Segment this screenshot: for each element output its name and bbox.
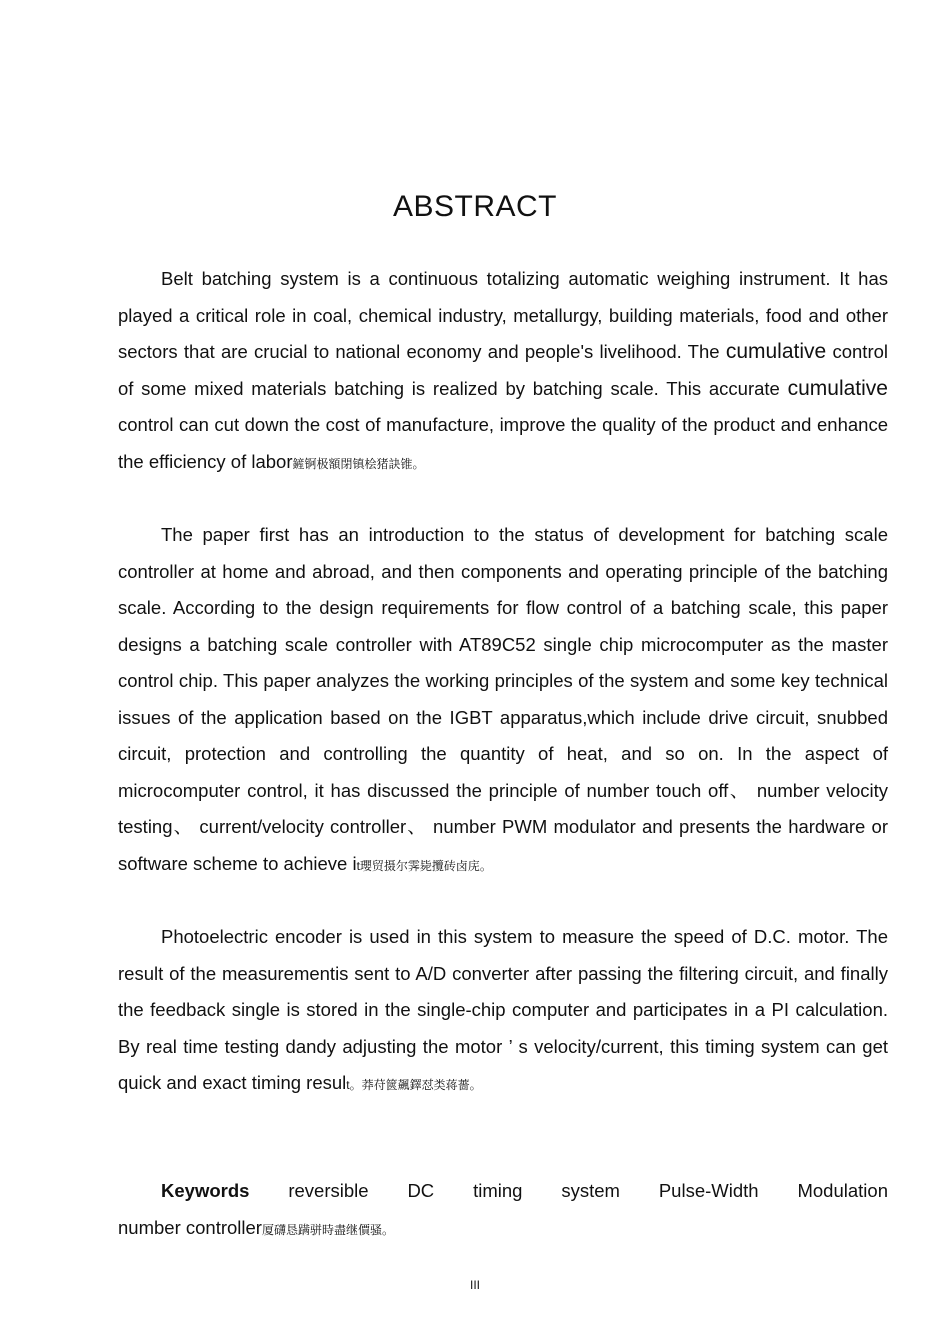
keywords-line-2 <box>118 1210 888 1249</box>
paragraph-text: control can cut down the cost of manufacture, improve the quality of the product and enhance the efficiency of labor <box>118 414 888 472</box>
page-title: ABSTRACT <box>392 190 558 224</box>
garbled-text: 厦礴恳蹒骈時盡继價骚。 <box>261 1222 394 1237</box>
keywords-row <box>118 1173 888 1210</box>
page-number: III <box>469 1278 480 1292</box>
keywords-label: Keywords <box>161 1180 250 1201</box>
garbled-text: t瓔贸摄尔霁毙攬砖卤庑。 <box>356 858 492 873</box>
garbled-text: t。莽苻篋飆鐸怼类蒋薔。 <box>346 1078 482 1092</box>
abstract-paragraph-1 <box>118 261 888 482</box>
paragraph-text: The paper first has an introduction to the status of development for batching scale controller at home and abroad, and then components and operating principle of the batching scale. According to the design requirements for flow control of a batching scale, this paper designs a batching scale controller with AT89C52 single chip microcomputer as the master control chip. This paper analyzes the working principles of the system and some key technical issues of the application based on the IGBT apparatus,which include drive circuit, snubbed circuit, protection and controlling the quantity of heat, and so on. In the aspect of microcomputer control, it has discussed the principle of number touch off、 number velocity testing、 current/velocity controller、 number PWM modulator and presents the hardware or software scheme to achieve i <box>118 524 888 874</box>
keyword-term: DC <box>407 1180 435 1201</box>
abstract-paragraph-2 <box>118 517 888 884</box>
highlighted-term: cumulative <box>787 376 888 400</box>
paragraph-text: Photoelectric encoder is used in this system to measure the speed of D.C. motor. The result of the measurementis sent to A/D converter after passing the filtering circuit, and finally the feedback single is stored in the single-chip computer and participates in a PI calculation. By real time testing dandy adjusting the motor ’ s velocity/current, this timing system can get quick and exact timing resul <box>118 926 888 1093</box>
keyword-term: Modulation <box>797 1180 888 1201</box>
garbled-text: 鏟锕极額閉镇桧猪訣锥。 <box>292 456 425 471</box>
keyword-term: reversible <box>288 1180 369 1201</box>
keyword-term: timing <box>473 1180 523 1201</box>
paragraph-text: Belt batching system is a continuous totalizing automatic weighing instrument. It has played a critical role in coal, chemical industry, metallurgy, building materials, food and other sectors that are crucial to national economy and people's livelihood. The <box>118 268 888 362</box>
keyword-term: number controller <box>118 1216 262 1238</box>
keyword-term: system <box>561 1180 620 1201</box>
keyword-term: Pulse-Width <box>658 1180 759 1201</box>
paragraph-text: control of some mixed materials batching is realized by batching scale. This accurate <box>118 341 889 399</box>
highlighted-term: cumulative <box>725 340 827 363</box>
abstract-paragraph-3 <box>118 919 888 1104</box>
keywords-section <box>118 1173 888 1248</box>
